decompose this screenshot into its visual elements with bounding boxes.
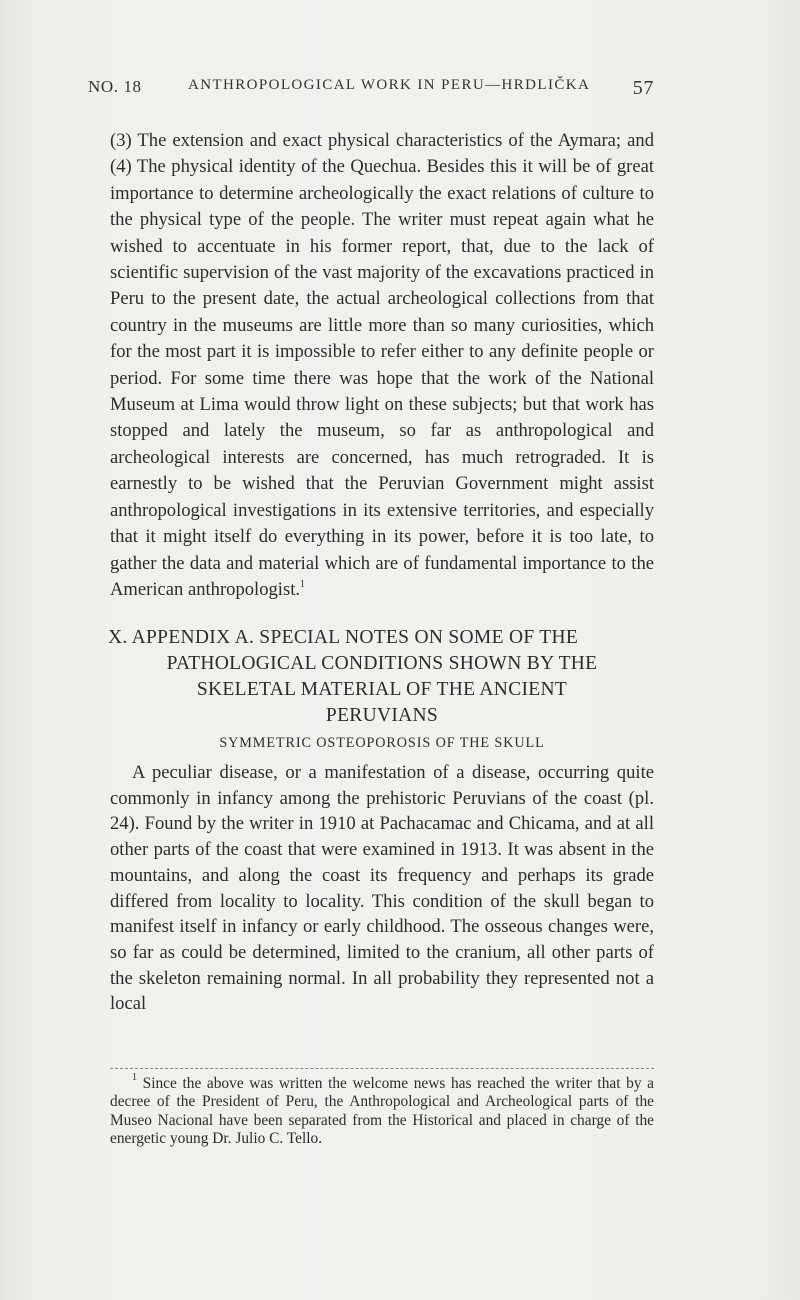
running-title: ANTHROPOLOGICAL WORK IN PERU—HRDLIČKA [188,77,591,93]
running-head [88,77,654,103]
footnote-divider [110,1068,654,1069]
series-number: NO. 18 [88,77,142,96]
appendix-heading-line-1: X. APPENDIX A. SPECIAL NOTES ON SOME OF THE [108,627,579,648]
footnote-marker: 1 [132,1072,137,1083]
body-paragraph-text: (3) The extension and exact physical characteristics of the Aymara; and (4) The physical identity of the Quechua. Besides this it will be of great importance to determine archeologically the exact relations of culture to the physical type of the people. The writer must repeat again what he wished to accentuate in his former report, that, due to the lack of scientific supervision of the vast majority of the excavations practiced in Peru to the present date, the actual archeological collections from that country in the museums are little more than so many curiosities, which for the most part it is impossible to refer either to any definite people or period. For some time there was hope that the work of the National Museum at Lima would throw light on these subjects; but that work has stopped and lately the museum, so far as anthropological and archeological interests are concerned, has much retrograded. It is earnestly to be wished that the Peruvian Government might assist anthropological investigations in its extensive territories, and especially that it might itself do everything in its power, before it is too late, to gather the data and material which are of fundamental importance to the American anthropologist. [110,130,654,600]
body-paragraph [110,128,654,603]
section-subheading: SYMMETRIC OSTEOPOROSIS OF THE SKULL [219,735,545,751]
appendix-heading [108,625,656,729]
body-text [110,128,654,603]
section-paragraph: A peculiar disease, or a manifestation of a disease, occurring quite commonly in infancy among the prehistoric Peruvians of the coast (pl. 24). Found by the writer in 1910 at Pachacamac and Chicama, and at all other parts of the coast that were examined in 1913. It was absent in the mountains, and along the coast its frequency and perhaps its grade differed from locality to locality. This condition of the skull began to manifest itself in infancy or early childhood. The osseous changes were, so far as could be determined, limited to the cranium, all other parts of the skeleton remaining normal. In all probability they represented not a local [110,762,654,1015]
page-number: 57 [632,77,654,99]
footnote-reference: 1 [300,578,306,590]
footnote [110,1072,654,1148]
appendix-heading-line-3: SKELETAL MATERIAL OF THE ANCIENT [196,679,568,700]
appendix-heading-line-4: PERUVIANS [325,705,439,726]
footnote-text: Since the above was written the welcome news has reached the writer that by a decree of the President of Peru, the Anthropological and Archeological parts of the Museo Nacional have been separated from the Historical and placed in charge of the energetic young Dr. Julio C. Tello. [110,1075,654,1147]
appendix-heading-line-2: PATHOLOGICAL CONDITIONS SHOWN BY THE [166,653,598,674]
